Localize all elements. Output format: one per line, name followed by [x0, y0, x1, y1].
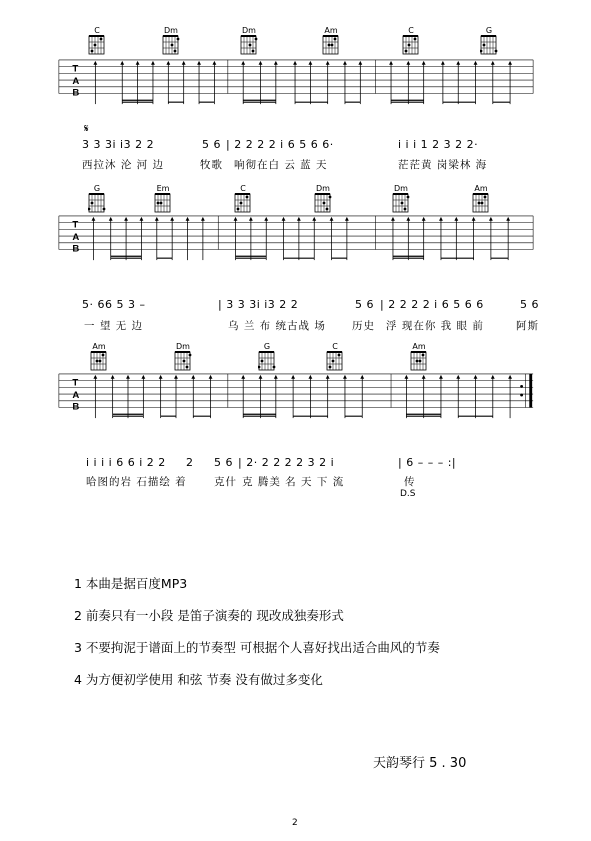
- tab-staff: [49, 58, 543, 106]
- chord-name: G: [263, 342, 271, 351]
- tab-staff: [49, 214, 543, 262]
- chord-diagram: [168, 342, 198, 373]
- lyric-line: 哈图的岩 石描绘 着: [86, 476, 187, 488]
- svg-text:B: B: [72, 401, 80, 413]
- svg-text:B: B: [72, 87, 80, 99]
- chord-diagram: [228, 184, 258, 215]
- lyric-line: 茫茫黄 岗梁林 海: [398, 159, 488, 171]
- fretboard-icon: [234, 193, 252, 215]
- lyric-line: 浮 现在你 我 眼 前: [386, 320, 484, 332]
- svg-text:B: B: [72, 243, 80, 255]
- chord-diagram: [466, 184, 496, 215]
- chord-name: Dm: [394, 184, 408, 193]
- fretboard-icon: [162, 35, 180, 57]
- chord-diagram: [308, 184, 338, 215]
- svg-text:A: A: [72, 389, 80, 401]
- fretboard-icon: [314, 193, 332, 215]
- chord-diagram: [82, 184, 112, 215]
- fretboard-icon: [88, 193, 106, 215]
- jianpu-line: 2: [186, 456, 194, 469]
- lyric-line: 克 腾美 名 天 下 流: [242, 476, 345, 488]
- lyric-line: 乌 兰 布 统古战 场: [228, 320, 326, 332]
- fretboard-icon: [174, 351, 192, 373]
- svg-text:A: A: [72, 231, 80, 243]
- fretboard-icon: [88, 35, 106, 57]
- chord-diagram: [320, 342, 350, 373]
- lyric-line: 西拉沐 沦 河 边: [82, 159, 165, 171]
- chord-diagram: [156, 26, 186, 57]
- chord-name: Am: [412, 342, 426, 351]
- jianpu-line: | 3 3 3i i3 2 2: [218, 298, 299, 311]
- chord-name: Am: [324, 26, 338, 35]
- lyric-line: 响彻在白 云 蓝 天: [234, 159, 328, 171]
- jianpu-line: i i i 1 2 3 2 2·: [398, 138, 479, 151]
- ds-marker: D.S: [400, 489, 416, 499]
- fretboard-icon: [392, 193, 410, 215]
- jianpu-line: | 6 – – – :|: [398, 456, 457, 469]
- chord-diagram: [148, 184, 178, 215]
- chord-diagram: [84, 342, 114, 373]
- chord-name: Dm: [164, 26, 178, 35]
- lyric-line: 历史: [352, 320, 375, 332]
- lyric-line: 一 望 无 边: [84, 320, 144, 332]
- chord-diagram: [234, 26, 264, 57]
- chord-diagram: [474, 26, 504, 57]
- svg-text:T: T: [72, 63, 79, 75]
- chord-diagram: [404, 342, 434, 373]
- chord-diagram: [252, 342, 282, 373]
- jianpu-line: | 2 2 2 2 i 6 5 6 6: [380, 298, 484, 311]
- note-line: 2 前奏只有一小段 是笛子演奏的 现改成独奏形式: [74, 608, 344, 623]
- fretboard-icon: [240, 35, 258, 57]
- jianpu-line: | 2 2 2 2 i 6 5 6 6·: [226, 138, 334, 151]
- lyric-line: 克什: [214, 476, 237, 488]
- chord-name: Am: [474, 184, 488, 193]
- lyric-line: 阿斯: [516, 320, 539, 332]
- chord-name: C: [240, 184, 246, 193]
- chord-diagram: [386, 184, 416, 215]
- chord-name: Dm: [316, 184, 330, 193]
- fretboard-icon: [154, 193, 172, 215]
- chord-name: C: [94, 26, 100, 35]
- chord-name: G: [485, 26, 493, 35]
- fretboard-icon: [472, 193, 490, 215]
- fretboard-icon: [258, 351, 276, 373]
- svg-text:T: T: [72, 219, 79, 231]
- chord-name: Dm: [176, 342, 190, 351]
- jianpu-line: i i i i 6 6 i 2 2: [86, 456, 166, 469]
- chord-name: C: [408, 26, 414, 35]
- fretboard-icon: [90, 351, 108, 373]
- chord-diagram: [396, 26, 426, 57]
- chord-name: Am: [92, 342, 106, 351]
- jianpu-line: 5 6: [202, 138, 221, 151]
- jianpu-line: | 2· 2 2 2 2 3 2 i: [238, 456, 335, 469]
- page-number: 2: [292, 818, 298, 828]
- chord-name: Dm: [242, 26, 256, 35]
- note-line: 3 不要拘泥于谱面上的节奏型 可根据个人喜好找出适合曲风的节奏: [74, 640, 440, 655]
- fretboard-icon: [402, 35, 420, 57]
- svg-text:A: A: [72, 75, 80, 87]
- svg-text:T: T: [72, 377, 79, 389]
- segno-sign: 𝄋: [84, 122, 89, 135]
- jianpu-line: 3 3 3i i3 2 2: [82, 138, 155, 151]
- fretboard-icon: [480, 35, 498, 57]
- lyric-line: 牧歌: [200, 159, 223, 171]
- jianpu-line: 5 6: [520, 298, 539, 311]
- chord-name: Em: [156, 184, 170, 193]
- tab-staff: [49, 372, 543, 420]
- jianpu-line: 5· 66 5 3 –: [82, 298, 146, 311]
- chord-name: C: [332, 342, 338, 351]
- lyric-line: 传: [404, 476, 416, 488]
- jianpu-line: 5 6: [214, 456, 233, 469]
- fretboard-icon: [410, 351, 428, 373]
- fretboard-icon: [322, 35, 340, 57]
- chord-diagram: [316, 26, 346, 57]
- signature: 天韵琴行 5 . 30: [373, 756, 467, 771]
- chord-name: G: [93, 184, 101, 193]
- chord-diagram: [82, 26, 112, 57]
- jianpu-line: 5 6: [355, 298, 374, 311]
- note-line: 4 为方便初学使用 和弦 节奏 没有做过多变化: [74, 672, 323, 687]
- note-line: 1 本曲是据百度MP3: [74, 576, 188, 591]
- fretboard-icon: [326, 351, 344, 373]
